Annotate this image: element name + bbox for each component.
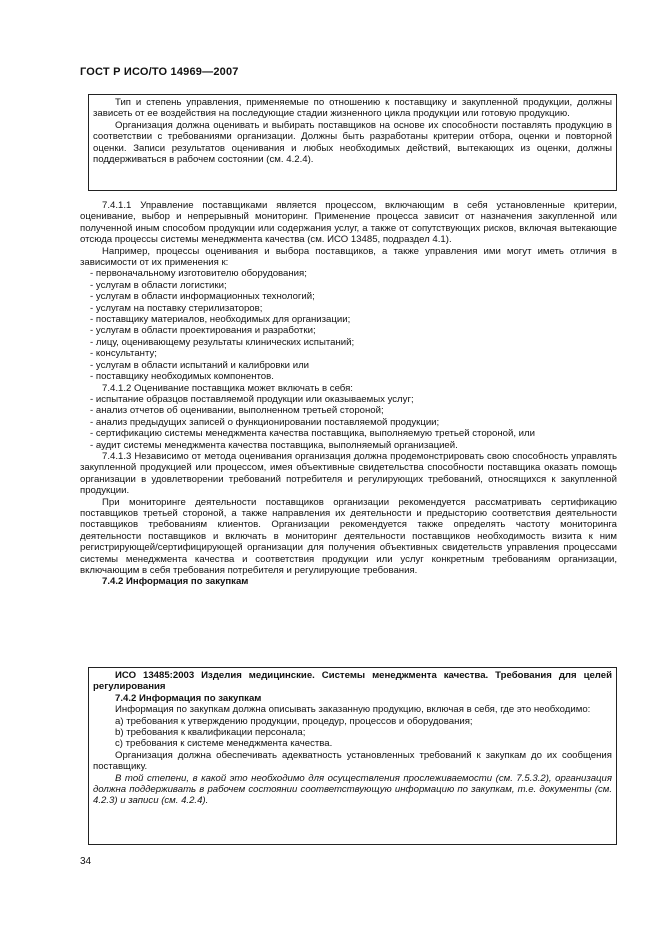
list-item: - консультанту; — [80, 348, 617, 359]
list-item: a) требования к утверждению продукции, процедур, процессов и оборудования; — [115, 715, 473, 727]
quoted-requirements-box-bottom — [88, 667, 617, 845]
box1-paragraph-1: Тип и степень управления, применяемые по отношению к поставщику и закупленной продукции, должны зависеть от ее воздействия на последующие стадии жизненного цикла продукции или готовую продукцию. — [93, 97, 612, 120]
paragraph-example: Например, процессы оценивания и выбора поставщиков, а также управления ими могут иметь отличия в зависимости от их применения к: — [80, 245, 617, 269]
list-item: c) требования к системе менеджмента качества. — [115, 738, 333, 750]
main-text — [80, 200, 617, 588]
box2-paragraph-3: В той степени, в какой это необходимо для осуществления прослеживаемости (см. 7.5.3.2), организация должна поддерживать в рабочем состоянии соответствующую информацию по закупкам, т.е. документы (см. 4.2.3) и записи (см. 4.2.4). — [93, 772, 612, 807]
paragraph-7-4-1-2: 7.4.1.2 Оценивание поставщика может включать в себя: — [102, 382, 353, 394]
box2-paragraph-1: Информация по закупкам должна описывать заказанную продукцию, включая в себя, где это необходимо: — [115, 704, 591, 716]
list-item: - услугам на поставку стерилизаторов; — [80, 303, 617, 314]
evaluation-list — [80, 394, 617, 451]
paragraph-7-4-1-1: 7.4.1.1 Управление поставщиками является процессом, включающим в себя установленные критерии, оценивание, выбор и непрерывный мониторинг. Применение процесса зависит от назначения закупленной или полученной иным способом продукции или содержания услуг, а также от сопутствующих рисков, включая вытекающие отсюда процессы системы менеджмента качества (см. ИСО 13485, подраздел 4.1). — [80, 200, 617, 246]
application-list — [80, 268, 617, 382]
list-item: - анализ предыдущих записей о функционировании поставляемой продукции; — [80, 417, 617, 428]
box2-paragraph-2: Организация должна обеспечивать адекватность установленных требований к закупкам до их сообщения поставщику. — [93, 749, 612, 773]
list-item: - первоначальному изготовителю оборудования; — [80, 268, 617, 279]
list-item: - лицу, оценивающему результаты клинических испытаний; — [80, 337, 617, 348]
box2-subheading: 7.4.2 Информация по закупкам — [115, 692, 262, 704]
paragraph-monitoring: При мониторинге деятельности поставщиков организации рекомендуется рассматривать сертификацию поставщиков третьей стороной, а также направления их деятельности и предысторию соответствия деятельности поставщиков требованиям клиентов. Организации рекомендуется также определять частоту мониторинга деятельности поставщиков и включать в мониторинг деятельности поставщиков необходимость визита к ним регистрирующей/сертифицирующей организации для получения объективных свидетельств управления процессами системы менеджмента качества и соответствия продукции или услуг конкретным требованиям организации, включающим в себя требования потребителя и регулирующие требования. — [80, 496, 617, 576]
list-item: - услугам в области логистики; — [80, 280, 617, 291]
list-item: b) требования к квалификации персонала; — [115, 727, 306, 739]
list-item: - услугам в области проектирования и разработки; — [80, 325, 617, 336]
list-item: - услугам в области информационных технологий; — [80, 291, 617, 302]
requirements-list — [93, 716, 612, 750]
standard-title: ИСО 13485:2003 Изделия медицинские. Системы менеджмента качества. Требования для целей регулирования — [93, 670, 612, 693]
paragraph-7-4-1-3: 7.4.1.3 Независимо от метода оценивания организация должна продемонстрировать свою способность управлять закупленной продукцией или процессом, имея объективные свидетельства способности поставщика оказать помощь организации в удовлетворении требований потребителя и регулирующих требований, относящихся к закупленной продукции. — [80, 450, 617, 497]
list-item: - услугам в области испытаний и калибровки или — [80, 360, 617, 371]
page-number: 34 — [80, 856, 92, 867]
list-item: - поставщику необходимых компонентов. — [80, 371, 617, 382]
list-item: - анализ отчетов об оценивании, выполненном третьей стороной; — [80, 405, 617, 416]
document-header: ГОСТ Р ИСО/ТО 14969—2007 — [80, 66, 239, 78]
list-item: - испытание образцов поставляемой продукции или оказываемых услуг; — [80, 394, 617, 405]
quoted-requirements-box-top — [88, 94, 617, 191]
list-item: - аудит системы менеджмента качества поставщика, выполняемый организацией. — [80, 440, 617, 451]
list-item: - поставщику материалов, необходимых для организации; — [80, 314, 617, 325]
box1-paragraph-2: Организация должна оценивать и выбирать поставщиков на основе их способности поставлять продукцию в соответствии с требованиями организации. Должны быть разработаны критерии отбора, оценки и повторной оценки. Записи результатов оценивания и любых необходимых действий, вытекающих из оценки, должны поддерживаться в рабочем состоянии (см. 4.2.4). — [93, 119, 612, 166]
list-item: - сертификацию системы менеджмента качества поставщика, выполняемую третьей стороной, или — [80, 428, 617, 439]
section-heading-7-4-2: 7.4.2 Информация по закупкам — [102, 576, 249, 588]
